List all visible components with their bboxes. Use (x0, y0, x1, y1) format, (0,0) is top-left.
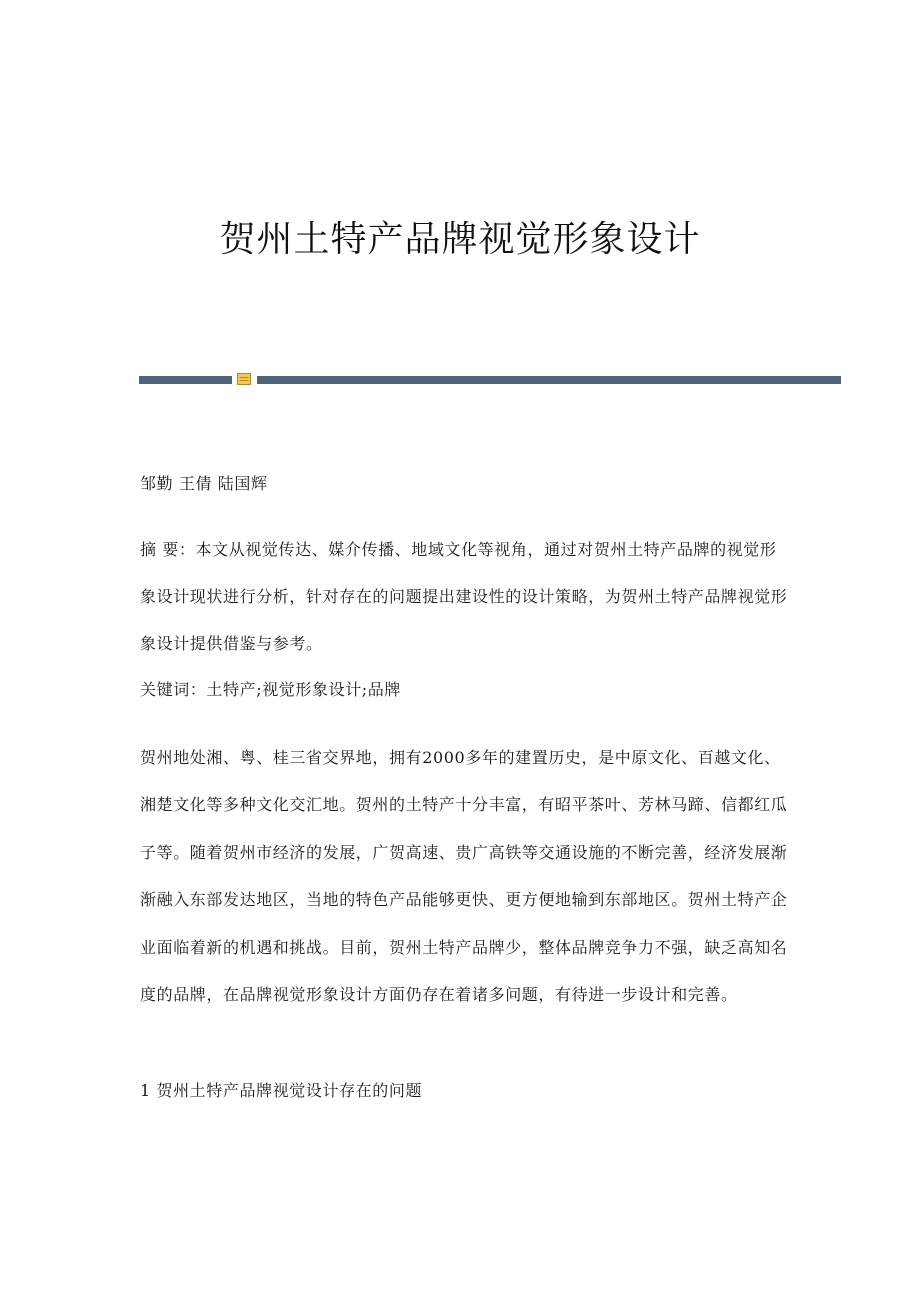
intro-paragraph: 贺州地处湘、粤、桂三省交界地，拥有2000多年的建置历史，是中原文化、百越文化、湘楚文化等多种文化交汇地。贺州的土特产十分丰富，有昭平茶叶、芳林马蹄、信都红瓜子等。随着贺州市经济的发展，广贺高速、贵广高铁等交通设施的不断完善，经济发展渐渐融入东部发达地区，当地的特色产品能够更快、更方便地输到东部地区。贺州土特产企业面临着新的机遇和挑战。目前，贺州土特产品牌少，整体品牌竞争力不强，缺乏高知名度的品牌，在品牌视觉形象设计方面仍存在着诸多问题，有待进一步设计和完善。 (140, 748, 788, 1005)
divider-bar-left (139, 376, 232, 384)
keywords-line: 关键词：土特产;视觉形象设计;品牌 (140, 680, 401, 699)
abstract-paragraph: 摘 要：本文从视觉传达、媒介传播、地域文化等视角，通过对贺州土特产品牌的视觉形象设计现状进行分析，针对存在的问题提出建设性的设计策略，为贺州土特产品牌视觉形象设计提供借鉴与参考。 (140, 540, 788, 653)
divider-emblem-icon (237, 373, 251, 385)
author-line: 邹勤 王倩 陆国辉 (140, 474, 268, 493)
section-heading: 1 贺州土特产品牌视觉设计存在的问题 (140, 1081, 423, 1100)
document-title: 贺州土特产品牌视觉形象设计 (219, 219, 701, 260)
title-divider (139, 372, 841, 386)
divider-bar-right (257, 376, 841, 384)
